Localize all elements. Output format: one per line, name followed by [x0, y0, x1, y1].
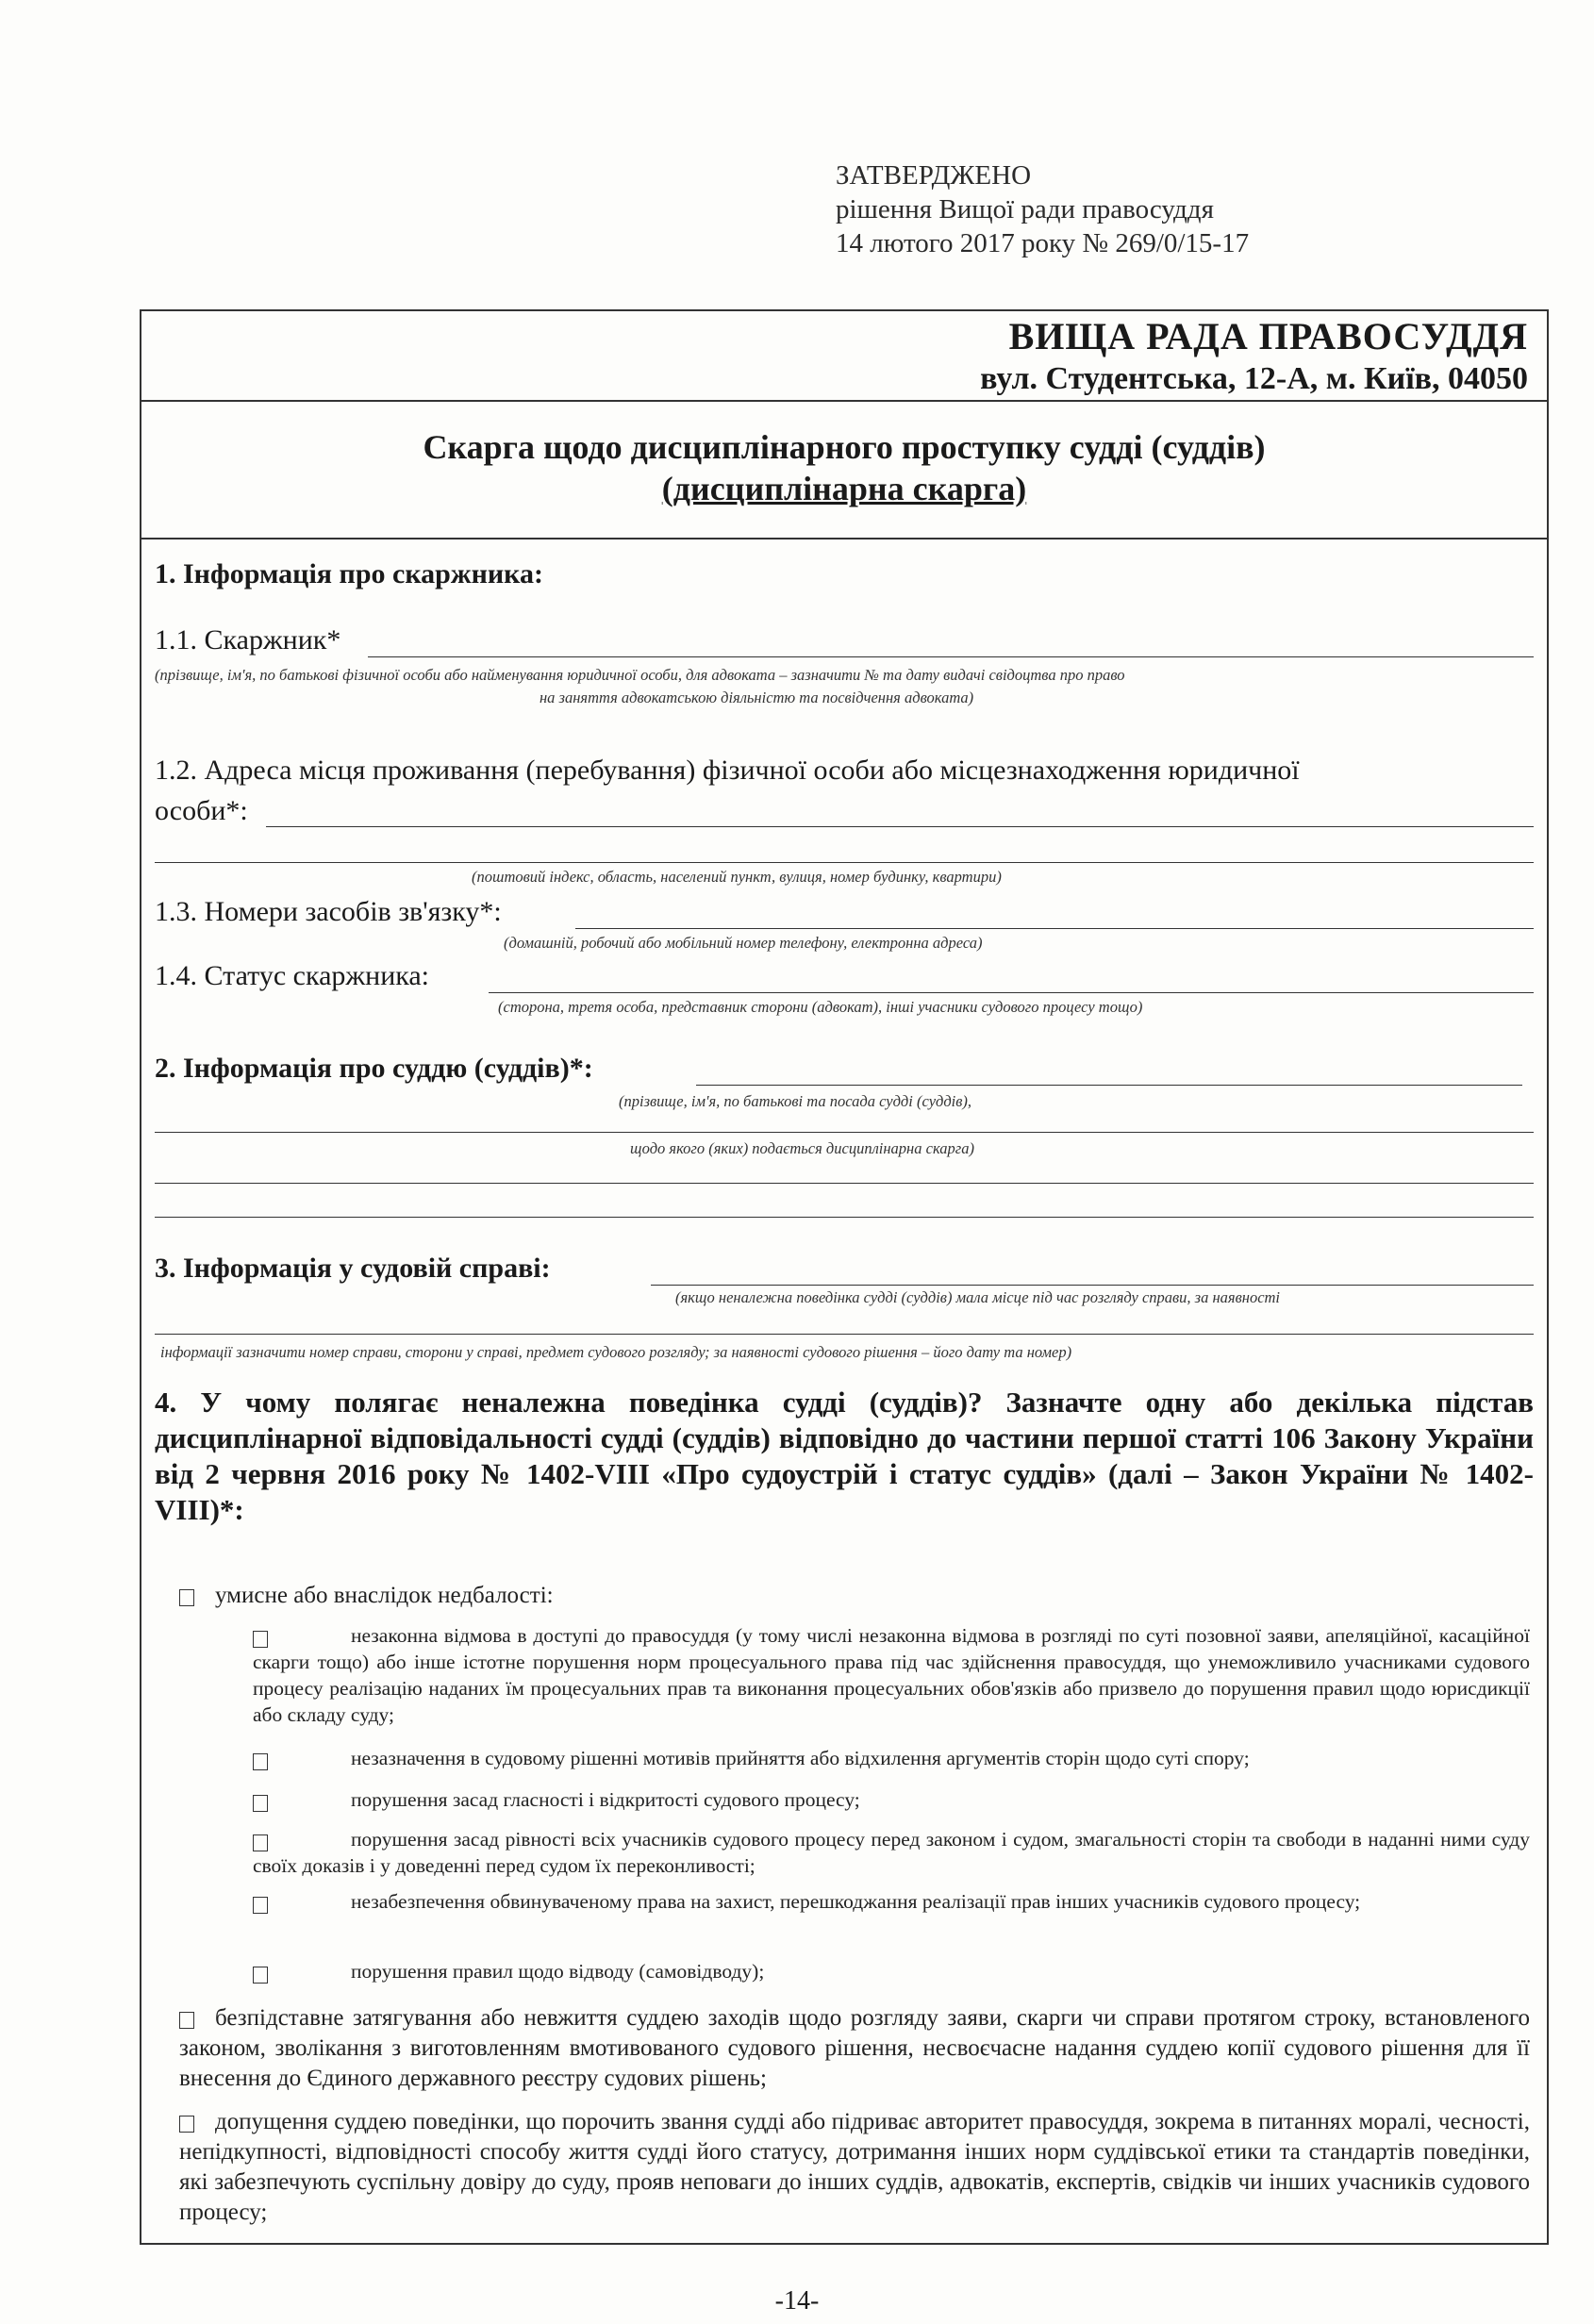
status-field[interactable] — [489, 992, 1534, 993]
section2-heading: 2. Інформація про суддю (суддів)*: — [155, 1053, 593, 1084]
complaint-title-line1: Скарга щодо дисциплінарного проступку судді (суддів) — [423, 428, 1266, 466]
page-number: -14- — [774, 2286, 820, 2316]
option-conduct-label: допущення суддею поведінки, що порочить звання судді або підриває авторитет правосуддя, зокрема в питаннях моралі, чесності, непідкупності, відповідності способу життя судді його статусу, дотримання інших норм суддівської етики та стандартів поведінки, які забезпечують суспільну довіру до суду, прояв неповаги до інших суддів, адвокатів, експертів, свідків чи інших учасників судового процесу; — [179, 2109, 1530, 2225]
approval-date: 14 лютого 2017 року № 269/0/15-17 — [836, 228, 1250, 258]
section3-heading: 3. Інформація у судовій справі: — [155, 1253, 551, 1284]
checkbox-publicity[interactable] — [253, 1795, 268, 1812]
contacts-label: 1.3. Номери засобів зв'язку*: — [155, 896, 502, 927]
divider-title — [140, 538, 1549, 540]
checkbox-no-motives[interactable] — [253, 1753, 268, 1770]
option-access-denial-label: незаконна відмова в доступі до правосуддя (у тому числі незаконна відмова в розгляді по суті позовної заяви, апеляційної, касаційної скарги тощо) або інше істотне порушення норм процесуального права під час здійснення правосуддя, що унеможливило учасниками судового процесу реалізацію наданих їм процесуальних прав та виконання процесуальних обов'язків або призвело до порушення правил щодо юрисдикції або складу суду; — [253, 1624, 1530, 1726]
judge-hint-line2: щодо якого (яких) подається дисциплінарна скарга) — [630, 1139, 974, 1157]
judge-field-line1[interactable] — [696, 1085, 1522, 1086]
section4-heading: 4. У чому полягає неналежна поведінка судді (суддів)? Зазначте одну або декілька підстав дисциплінарної відповідальності судді (суддів) відповідно до частини першої статті 106 Закону України від 2 червня 2016 року № 1402-VIII «Про судоустрій і статус суддів» (далі – Закон України № 1402-VIII)*: — [155, 1386, 1534, 1526]
contacts-hint: (домашній, робочий або мобільний номер телефону, електронна адреса) — [504, 934, 983, 952]
status-label: 1.4. Статус скаржника: — [155, 960, 430, 991]
approval-heading: ЗАТВЕРДЖЕНО — [836, 160, 1032, 191]
case-field-line1[interactable] — [651, 1285, 1534, 1286]
complainant-field[interactable] — [368, 656, 1534, 657]
section1-heading: 1. Інформація про скаржника: — [155, 558, 543, 589]
address-field-line1[interactable] — [266, 826, 1534, 827]
option-recusal-label: порушення правил щодо відводу (самовідводу); — [351, 1960, 765, 1983]
case-hint-line2: інформації зазначити номер справи, сторони у справі, предмет судового розгляду; за наявності судового рішення – його дату та номер) — [160, 1343, 1072, 1361]
address-label-line2: особи*: — [155, 795, 248, 826]
checkbox-recusal[interactable] — [253, 1967, 268, 1984]
council-header — [980, 315, 1528, 400]
judge-field-line4[interactable] — [155, 1217, 1534, 1218]
complaint-title-line2: (дисциплінарна скарга) — [661, 470, 1027, 507]
option-no-motives-label: незазначення в судовому рішенні мотивів прийняття або відхилення аргументів сторін щодо суті спору; — [351, 1747, 1250, 1769]
status-hint: (сторона, третя особа, представник сторони (адвокат), інші учасники судового процесу тощо) — [498, 998, 1143, 1016]
council-address: вул. Студентська, 12-А, м. Київ, 04050 — [980, 361, 1528, 396]
approval-decision: рішення Вищої ради правосуддя — [836, 194, 1214, 224]
complainant-hint-line2: на заняття адвокатською діяльністю та посвідчення адвоката) — [540, 689, 974, 706]
address-hint: (поштовий індекс, область, населений пункт, вулиця, номер будинку, квартири) — [472, 868, 1002, 886]
checkbox-negligence[interactable] — [179, 1589, 194, 1606]
address-label-line1: 1.2. Адреса місця проживання (перебування) фізичної особи або місцезнаходження юридичної — [155, 755, 1300, 786]
option-delay-label: безпідставне затягування або невжиття суддею заходів щодо розгляду заяви, скарги чи справи протягом строку, встановленого законом, зволікання з виготовленням вмотивованого судового рішення, несвоєчасне надання суддею копії судового рішення для її внесення до Єдиного державного реєстру судових рішень; — [179, 2005, 1530, 2091]
case-hint-line1: (якщо неналежна поведінка судді (суддів) мала місце під час розгляду справи, за наявності — [675, 1288, 1281, 1306]
option-equality-label: порушення засад рівності всіх учасників судового процесу перед законом і судом, змагальності сторін та свободи в наданні ними суду своїх доказів і у доведенні перед судом їх переконливості; — [253, 1828, 1530, 1877]
judge-hint-line1: (прізвище, ім'я, по батькові та посада судді (суддів), — [619, 1092, 972, 1110]
contacts-field[interactable] — [575, 928, 1534, 929]
address-field-line2[interactable] — [155, 862, 1534, 863]
complainant-label: 1.1. Скаржник* — [155, 624, 341, 656]
divider-header — [140, 400, 1549, 402]
complainant-hint-line1: (прізвище, ім'я, по батькові фізичної особи або найменування юридичної особи, для адвоката – зазначити № та дату видачі свідоцтва про право — [155, 666, 1125, 684]
option-negligence-label: умисне або внаслідок недбалості: — [215, 1583, 554, 1608]
complaint-title — [140, 426, 1549, 509]
option-publicity-label: порушення засад гласності і відкритості судового процесу; — [351, 1788, 860, 1811]
approval-block — [836, 158, 1249, 260]
case-field-line2[interactable] — [155, 1334, 1534, 1335]
judge-field-line3[interactable] — [155, 1183, 1534, 1184]
option-defense-label: незабезпечення обвинуваченому права на захист, перешкоджання реалізації прав інших учасників судового процесу; — [351, 1890, 1361, 1913]
council-name: ВИЩА РАДА ПРАВОСУДДЯ — [1008, 315, 1528, 357]
judge-field-line2[interactable] — [155, 1132, 1534, 1133]
